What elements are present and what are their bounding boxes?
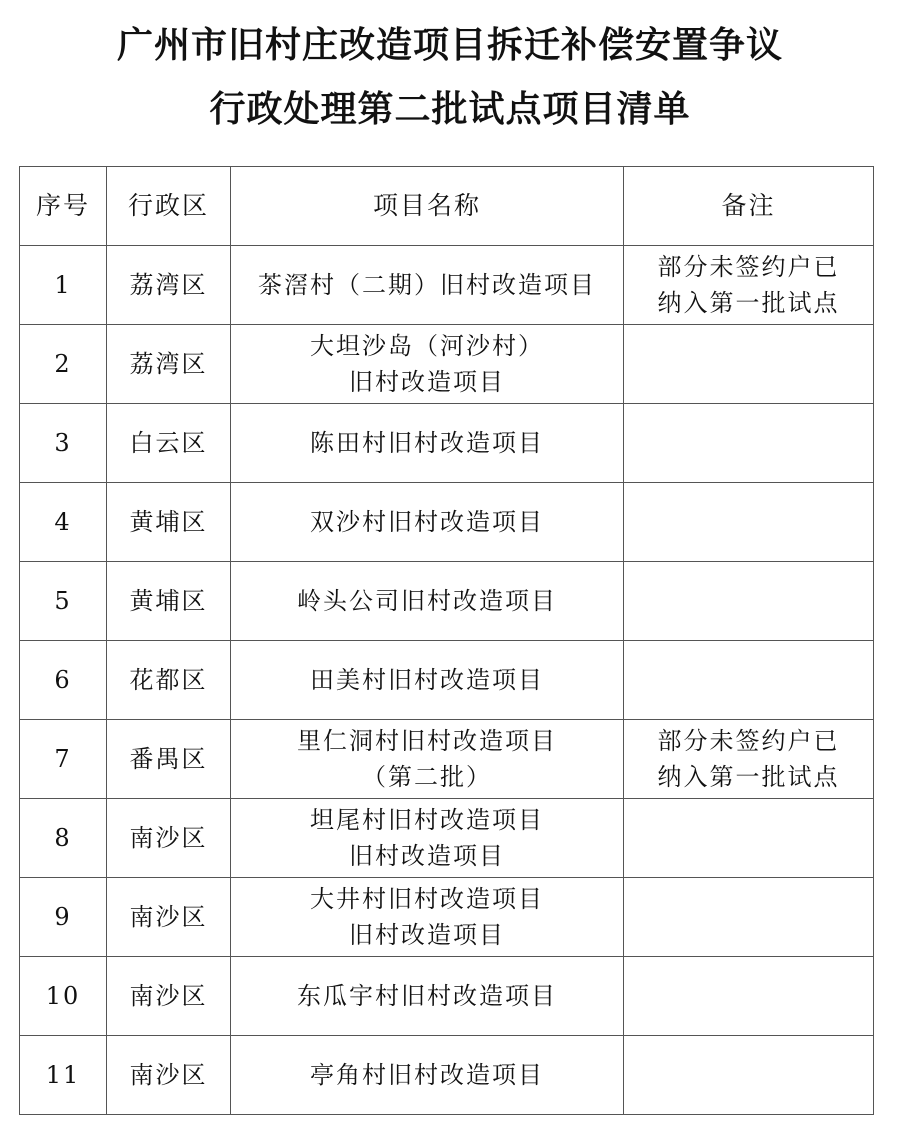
table-row bbox=[20, 325, 874, 404]
page-title-line-2: 行政处理第二批试点项目清单 bbox=[209, 89, 691, 130]
header-project-name: 项目名称 bbox=[231, 167, 624, 246]
row-project-name bbox=[231, 878, 624, 957]
project-name-line: 旧村改造项目 bbox=[349, 842, 505, 870]
row-district: 南沙区 bbox=[107, 957, 231, 1036]
row-district: 黄埔区 bbox=[107, 562, 231, 641]
note-line: 部分未签约户已 bbox=[657, 253, 840, 281]
row-district: 白云区 bbox=[107, 404, 231, 483]
header-note: 备注 bbox=[624, 167, 874, 246]
row-district: 荔湾区 bbox=[107, 246, 231, 325]
row-note bbox=[624, 878, 874, 957]
table-row bbox=[20, 878, 874, 957]
row-index: 1 bbox=[20, 246, 107, 325]
project-name-line: 田美村旧村改造项目 bbox=[310, 666, 544, 694]
table-row bbox=[20, 483, 874, 562]
project-name-line: 旧村改造项目 bbox=[349, 921, 505, 949]
note-line: 部分未签约户已 bbox=[657, 727, 840, 755]
row-index: 4 bbox=[20, 483, 107, 562]
row-district: 南沙区 bbox=[107, 799, 231, 878]
row-note bbox=[624, 641, 874, 720]
row-project-name bbox=[231, 483, 624, 562]
row-project-name bbox=[231, 246, 624, 325]
header-district: 行政区 bbox=[107, 167, 231, 246]
row-project-name bbox=[231, 957, 624, 1036]
row-district: 番禺区 bbox=[107, 720, 231, 799]
row-note bbox=[624, 1036, 874, 1115]
project-name-line: 陈田村旧村改造项目 bbox=[310, 429, 544, 457]
header-index: 序号 bbox=[20, 167, 107, 246]
row-project-name bbox=[231, 799, 624, 878]
row-index: 6 bbox=[20, 641, 107, 720]
project-name-line: 大坦沙岛（河沙村） bbox=[310, 332, 544, 360]
row-district: 黄埔区 bbox=[107, 483, 231, 562]
project-name-line: 里仁洞村旧村改造项目 bbox=[297, 727, 557, 755]
project-name-line: 双沙村旧村改造项目 bbox=[310, 508, 544, 536]
row-project-name bbox=[231, 562, 624, 641]
table-row bbox=[20, 1036, 874, 1115]
row-district: 花都区 bbox=[107, 641, 231, 720]
row-index: 9 bbox=[20, 878, 107, 957]
row-note bbox=[624, 483, 874, 562]
page-title-line-1: 广州市旧村庄改造项目拆迁补偿安置争议 bbox=[116, 25, 783, 66]
row-index: 7 bbox=[20, 720, 107, 799]
table-body bbox=[20, 246, 874, 1115]
table-row bbox=[20, 404, 874, 483]
row-index: 3 bbox=[20, 404, 107, 483]
row-index: 11 bbox=[20, 1036, 107, 1115]
row-project-name bbox=[231, 720, 624, 799]
row-project-name bbox=[231, 641, 624, 720]
row-note bbox=[624, 720, 874, 799]
project-name-line: 大井村旧村改造项目 bbox=[310, 885, 544, 913]
project-name-line: 坦尾村旧村改造项目 bbox=[310, 806, 544, 834]
row-district: 南沙区 bbox=[107, 1036, 231, 1115]
project-name-line: 东瓜宇村旧村改造项目 bbox=[297, 982, 557, 1010]
project-name-line: （第二批） bbox=[362, 763, 492, 791]
table-row bbox=[20, 246, 874, 325]
project-name-line: 茶滘村（二期）旧村改造项目 bbox=[258, 271, 596, 299]
row-index: 2 bbox=[20, 325, 107, 404]
note-line: 纳入第一批试点 bbox=[657, 289, 840, 317]
row-project-name bbox=[231, 325, 624, 404]
row-project-name bbox=[231, 404, 624, 483]
row-project-name bbox=[231, 1036, 624, 1115]
row-note bbox=[624, 325, 874, 404]
table-row bbox=[20, 562, 874, 641]
row-note bbox=[624, 799, 874, 878]
row-note bbox=[624, 957, 874, 1036]
row-note bbox=[624, 404, 874, 483]
row-index: 10 bbox=[20, 957, 107, 1036]
note-line: 纳入第一批试点 bbox=[657, 763, 840, 791]
project-list-table bbox=[19, 166, 874, 1115]
row-note bbox=[624, 562, 874, 641]
project-name-line: 亭角村旧村改造项目 bbox=[310, 1061, 544, 1089]
project-name-line: 旧村改造项目 bbox=[349, 368, 505, 396]
row-note bbox=[624, 246, 874, 325]
table-row bbox=[20, 957, 874, 1036]
row-district: 荔湾区 bbox=[107, 325, 231, 404]
table-row bbox=[20, 799, 874, 878]
row-index: 5 bbox=[20, 562, 107, 641]
row-index: 8 bbox=[20, 799, 107, 878]
table-row bbox=[20, 641, 874, 720]
project-name-line: 岭头公司旧村改造项目 bbox=[297, 587, 557, 615]
table-row bbox=[20, 720, 874, 799]
table-header-row bbox=[20, 167, 874, 246]
row-district: 南沙区 bbox=[107, 878, 231, 957]
